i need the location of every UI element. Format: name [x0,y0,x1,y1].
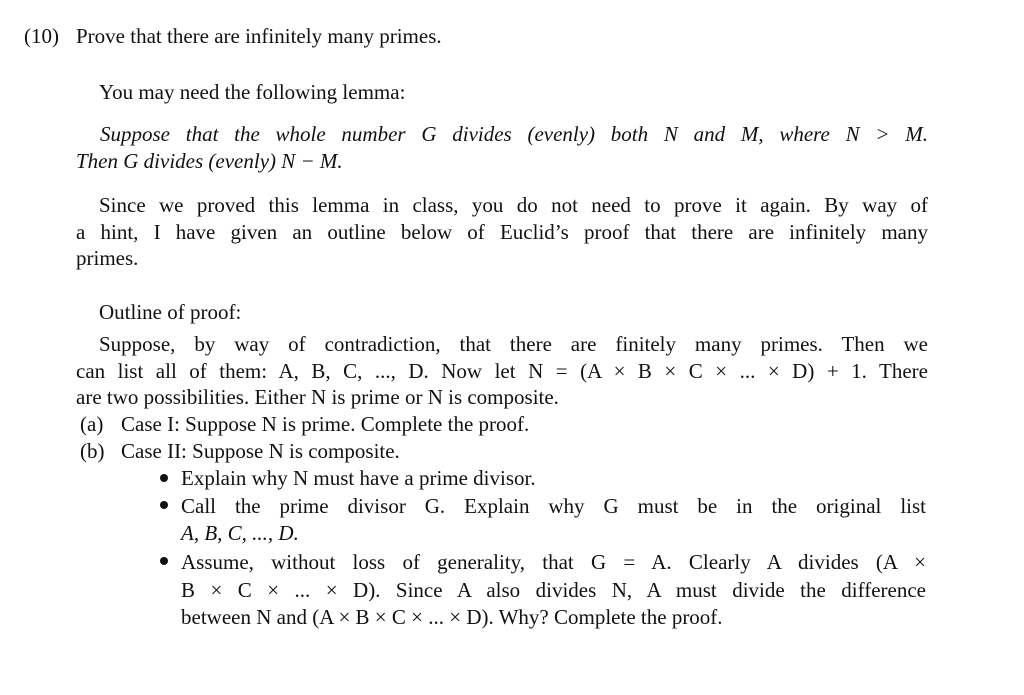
bullet-1-line-1: Explain why N must have a prime divisor. [181,466,536,490]
lemma-line-2: Then G divides (evenly) N − M. [76,149,343,173]
bullet-dot-icon [160,474,168,482]
problem-number: (10) [24,24,59,48]
bullet-3-line-2: B × C × ... × D). Since A also divides N, A must divide the difference [181,578,926,602]
bullet-dot-icon [160,501,168,509]
case-b-text: Case II: Suppose N is composite. [121,439,400,463]
hint-line-1: Since we proved this lemma in class, you do not need to prove it again. By way of [99,193,928,217]
outline-line-2: can list all of them: A, B, C, ..., D. Now let N = (A × B × C × ... × D) + 1. There [76,359,928,383]
case-a-text: Case I: Suppose N is prime. Complete the proof. [121,412,530,436]
case-b-label: (b) [80,439,105,463]
case-a-label: (a) [80,412,104,436]
lemma-line-1: Suppose that the whole number G divides (evenly) both N and M, where N > M. [100,122,928,146]
bullet-3-line-1: Assume, without loss of generality, that G = A. Clearly A divides (A × [181,550,926,574]
bullet-dot-icon [160,557,168,565]
hint-line-2: a hint, I have given an outline below of Euclid’s proof that there are infinitely many [76,220,928,244]
outline-heading: Outline of proof: [99,300,242,324]
outline-line-3: are two possibilities. Either N is prime or N is composite. [76,385,559,409]
bullet-2-line-2: A, B, C, ..., D. [181,521,299,545]
bullet-2-line-1: Call the prime divisor G. Explain why G must be in the original list [181,494,926,518]
hint-line-3: primes. [76,246,139,270]
outline-line-1: Suppose, by way of contradiction, that there are finitely many primes. Then we [99,332,928,356]
problem-statement: Prove that there are infinitely many primes. [76,24,442,48]
lemma-intro: You may need the following lemma: [99,80,406,104]
bullet-3-line-3: between N and (A × B × C × ... × D). Why? Complete the proof. [181,605,723,629]
